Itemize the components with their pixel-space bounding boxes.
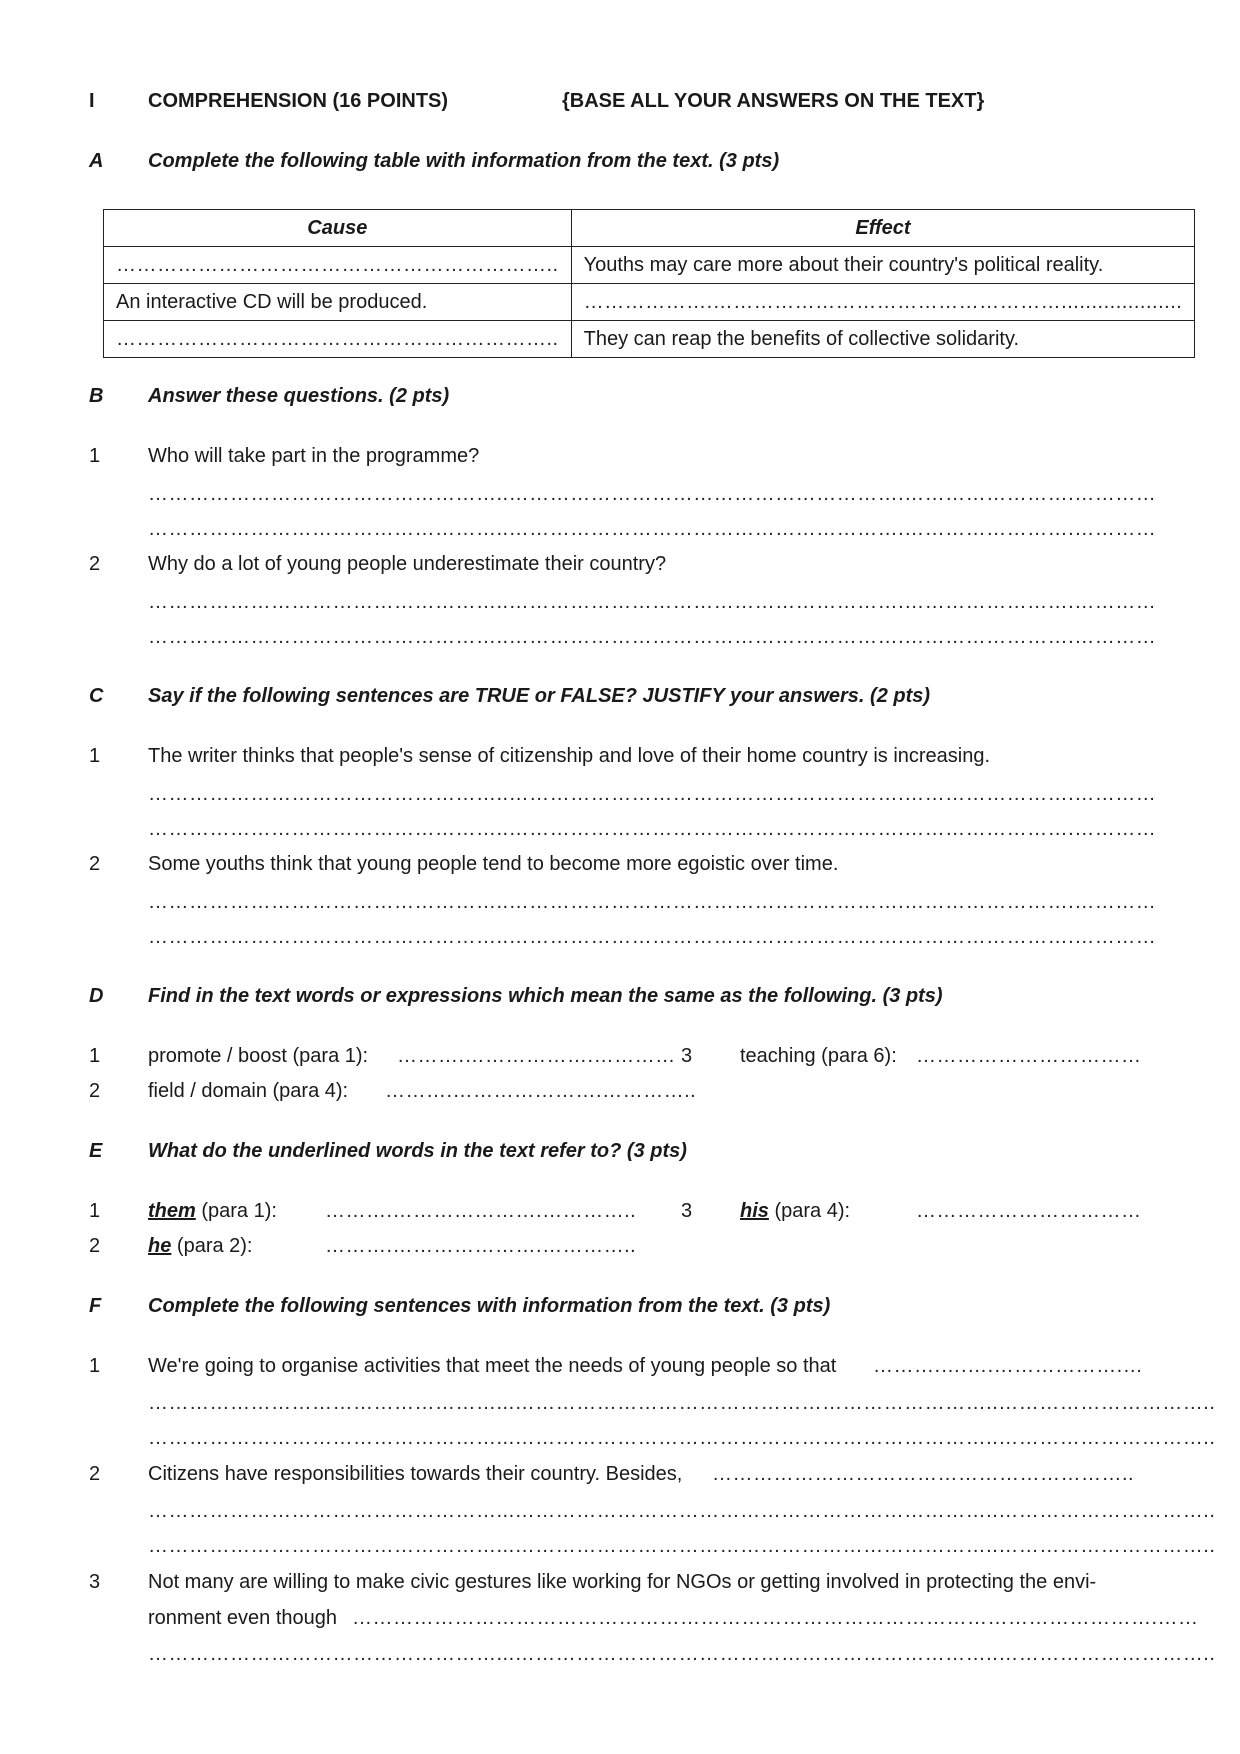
sentence-prompt: Citizens have responsibilities towards their country. Besides, — [148, 1463, 683, 1485]
page-title: COMPREHENSION (16 POINTS) — [148, 90, 449, 112]
answer-blank[interactable]: ……….………………….………….. — [385, 1080, 697, 1102]
para-ref: (para 2): — [176, 1235, 253, 1257]
answer-blank[interactable]: …………………………… — [916, 1200, 1142, 1222]
answer-blank[interactable]: ……………………………………………………………………………………………………….…… — [352, 1607, 1199, 1629]
item-prompt: teaching (para 6): — [740, 1045, 897, 1067]
table-header-row — [104, 210, 1195, 247]
section-c-title: Say if the following sentences are TRUE or FALSE? JUSTIFY your answers. (2 pts) — [148, 685, 931, 707]
question-number: 1 — [89, 745, 101, 767]
section-c-letter: C — [89, 685, 104, 707]
para-ref: (para 1): — [201, 1200, 277, 1222]
item-number: 3 — [89, 1571, 101, 1593]
table-header-cause: Cause — [104, 210, 572, 247]
effect-cell: They can reap the benefits of collective solidarity. — [571, 321, 1195, 358]
answer-line[interactable]: ……………………………………………..………………………………………………….…………………….………… — [148, 891, 1157, 913]
section-d-letter: D — [89, 985, 104, 1007]
underlined-word: his — [740, 1200, 769, 1222]
section-roman-numeral: I — [89, 90, 95, 112]
answer-blank[interactable]: ……….………………….………….. — [325, 1200, 637, 1222]
answer-line[interactable]: ……………………………………………..………………………………………………….…………………….………… — [148, 926, 1157, 948]
section-b-title: Answer these questions. (2 pts) — [148, 385, 450, 407]
item-number: 2 — [89, 1463, 101, 1485]
section-f-letter: F — [89, 1295, 102, 1317]
sentence-prompt: Not many are willing to make civic gestures like working for NGOs or getting involved in protecting the envi- — [148, 1571, 1097, 1593]
instruction-note: {BASE ALL YOUR ANSWERS ON THE TEXT} — [562, 90, 985, 112]
answer-blank[interactable]: ……….……………….………… — [397, 1045, 676, 1067]
item-number: 1 — [89, 1200, 101, 1222]
question-number: 2 — [89, 853, 101, 875]
item-prompt — [740, 1200, 850, 1223]
section-a-title: Complete the following table with information from the text. (3 pts) — [148, 150, 780, 172]
answer-line[interactable]: ……………………………………………...……………………………………………………………..………………………….. — [148, 1392, 1216, 1414]
answer-line[interactable]: ……………………………………………..………………………………………………….…………………….………… — [148, 626, 1157, 648]
sentence-prompt-continued: ronment even though — [148, 1607, 338, 1629]
question-text: Who will take part in the programme? — [148, 445, 480, 467]
item-number: 3 — [681, 1200, 693, 1222]
answer-line[interactable]: ……………………………………………...……………………………………………………………..………………………….. — [148, 1427, 1216, 1449]
item-prompt: promote / boost (para 1): — [148, 1045, 369, 1067]
section-a-letter: A — [89, 150, 104, 172]
item-number: 1 — [89, 1355, 101, 1377]
section-e-letter: E — [89, 1140, 103, 1162]
underlined-word: he — [148, 1235, 172, 1257]
answer-line[interactable]: ……………………………………………...……………………………………………………………..………………………….. — [148, 1535, 1216, 1557]
answer-blank[interactable]: ……….………………….………….. — [325, 1235, 637, 1257]
table-header-effect: Effect — [571, 210, 1195, 247]
question-text: The writer thinks that people's sense of citizenship and love of their home country is increasing. — [148, 745, 991, 767]
sentence-prompt: We're going to organise activities that meet the needs of young people so that — [148, 1355, 837, 1377]
question-text: Some youths think that young people tend to become more egoistic over time. — [148, 853, 839, 875]
item-prompt — [148, 1235, 253, 1258]
item-number: 2 — [89, 1080, 101, 1102]
item-number: 3 — [681, 1045, 693, 1067]
answer-line[interactable]: ……………………………………………..………………………………………………….…………………….………… — [148, 591, 1157, 613]
cause-blank[interactable]: ……………………………………………………….. — [104, 321, 572, 358]
answer-line[interactable]: ……………………………………………..………………………………………………….…………………….………… — [148, 518, 1157, 540]
question-number: 1 — [89, 445, 101, 467]
section-f-title: Complete the following sentences with information from the text. (3 pts) — [148, 1295, 831, 1317]
answer-blank[interactable]: ……….….….……………….… — [873, 1355, 1144, 1377]
section-d-title: Find in the text words or expressions which mean the same as the following. (3 pts) — [148, 985, 943, 1007]
item-prompt — [148, 1200, 277, 1223]
answer-line[interactable]: ……………………………………………..………………………………………………….…………………….………… — [148, 818, 1157, 840]
table-row — [104, 321, 1195, 358]
cause-effect-table — [103, 209, 1195, 358]
section-b-letter: B — [89, 385, 104, 407]
table-row — [104, 247, 1195, 284]
answer-blank[interactable]: …………………………………………………….. — [712, 1463, 1135, 1485]
section-e-title: What do the underlined words in the text refer to? (3 pts) — [148, 1140, 687, 1162]
cause-cell: An interactive CD will be produced. — [104, 284, 572, 321]
answer-line[interactable]: ……………………………………………...……………………………………………………………..………………………….. — [148, 1643, 1216, 1665]
para-ref: (para 4): — [774, 1200, 851, 1222]
answer-blank[interactable]: …………………………… — [916, 1045, 1142, 1067]
item-number: 2 — [89, 1235, 101, 1257]
cause-blank[interactable]: ……………………………………………………….. — [104, 247, 572, 284]
effect-blank[interactable]: ……………….…………………………………………….................... — [571, 284, 1195, 321]
question-number: 2 — [89, 553, 101, 575]
table-row — [104, 284, 1195, 321]
answer-line[interactable]: ……………………………………………..………………………………………………….…………………….………… — [148, 783, 1157, 805]
question-text: Why do a lot of young people underestimate their country? — [148, 553, 667, 575]
effect-cell: Youths may care more about their country's political reality. — [571, 247, 1195, 284]
answer-line[interactable]: ……………………………………………..………………………………………………….…………………….………… — [148, 483, 1157, 505]
item-prompt: field / domain (para 4): — [148, 1080, 349, 1102]
item-number: 1 — [89, 1045, 101, 1067]
underlined-word: them — [148, 1200, 196, 1222]
answer-line[interactable]: ……………………………………………...……………………………………………………………..………………………….. — [148, 1500, 1216, 1522]
